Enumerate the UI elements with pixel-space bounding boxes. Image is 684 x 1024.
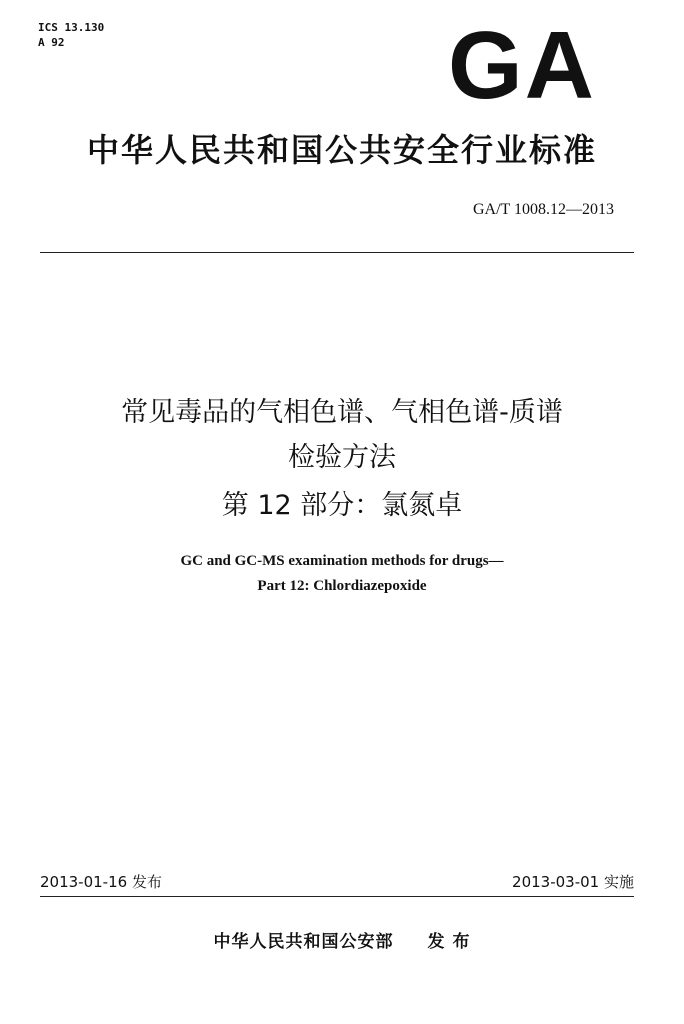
- ics-code: ICS 13.130: [38, 21, 105, 34]
- top-divider: [40, 252, 634, 253]
- bottom-divider: [40, 896, 634, 897]
- publish-label: 发 布: [427, 932, 471, 952]
- title-cn-line3: 第 12 部分：氯氮卓: [221, 490, 463, 521]
- ga-logo: GA: [448, 12, 596, 119]
- title-cn-line2: 检验方法: [288, 442, 396, 473]
- org-title: 中华人民共和国公共安全行业标准: [86, 131, 597, 169]
- title-en-line1: GC and GC-MS examination methods for drugs—: [180, 553, 504, 569]
- implement-date: 2013-03-01 实施: [512, 873, 634, 891]
- title-en-line2: Part 12: Chlordiazepoxide: [257, 578, 427, 594]
- issue-date: 2013-01-16 发布: [40, 873, 162, 891]
- title-cn-line1: 常见毒品的气相色谱、气相色谱-质谱: [121, 397, 563, 428]
- standard-number: GA/T 1008.12—2013: [472, 201, 614, 218]
- publisher-name: 中华人民共和国公安部: [213, 932, 394, 952]
- ccs-code: A 92: [38, 36, 65, 49]
- publisher-line: [0, 930, 684, 954]
- classification-codes: [38, 20, 104, 50]
